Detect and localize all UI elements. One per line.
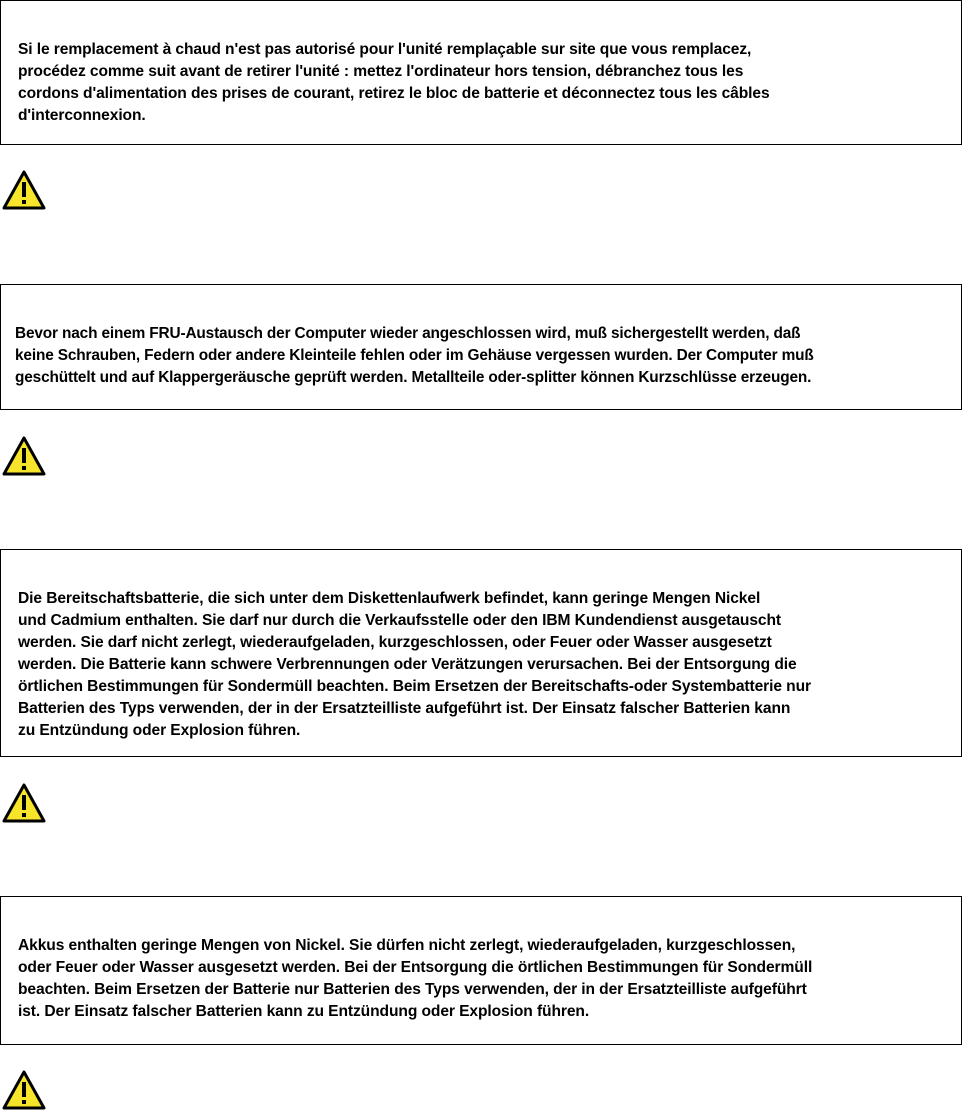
notice-line: Die Bereitschaftsbatterie, die sich unter dem Diskettenlaufwerk befindet, kann geringe Mengen Nickel	[18, 590, 761, 607]
notice-line: werden. Sie darf nicht zerlegt, wiederaufgeladen, kurzgeschlossen, oder Feuer oder Wasser ausgesetzt	[18, 634, 772, 651]
notice-line: Akkus enthalten geringe Mengen von Nickel. Sie dürfen nicht zerlegt, wiederaufgeladen, kurzgeschlossen,	[18, 937, 796, 954]
warning-triangle-icon	[2, 436, 46, 476]
warning-triangle-icon	[2, 170, 46, 210]
warning-triangle-icon	[2, 783, 46, 823]
notice-text	[15, 323, 957, 389]
notice-text	[18, 935, 957, 1023]
notice-line: Si le remplacement à chaud n'est pas autorisé pour l'unité remplaçable sur site que vous remplacez,	[18, 41, 752, 58]
notice-line: örtlichen Bestimmungen für Sondermüll beachten. Beim Ersetzen der Bereitschafts-oder Systembatterie nur	[18, 678, 811, 695]
notice-box-fru-check-de	[0, 284, 962, 410]
notice-line: keine Schrauben, Federn oder andere Kleinteile fehlen oder im Gehäuse vergessen wurden. Der Computer muß	[15, 347, 814, 364]
notice-line: d'interconnexion.	[18, 107, 146, 124]
notice-box-rechargeable-battery-de	[0, 896, 962, 1045]
notice-line: Bevor nach einem FRU-Austausch der Computer wieder angeschlossen wird, muß sichergestellt werden, daß	[15, 325, 801, 342]
notice-line: beachten. Beim Ersetzen der Batterie nur Batterien des Typs verwenden, der in der Ersatzteilliste aufgeführt	[18, 981, 807, 998]
notice-box-hot-swap-fr	[0, 0, 962, 145]
notice-text	[18, 588, 957, 742]
notice-line: zu Entzündung oder Explosion führen.	[18, 722, 301, 739]
notice-line: geschüttelt und auf Klappergeräusche geprüft werden. Metallteile oder-splitter können Kurzschlüsse erzeugen.	[15, 369, 812, 386]
notice-line: ist. Der Einsatz falscher Batterien kann zu Entzündung oder Explosion führen.	[18, 1003, 590, 1020]
warning-triangle-icon	[2, 1070, 46, 1110]
notice-line: Batterien des Typs verwenden, der in der Ersatzteilliste aufgeführt ist. Der Einsatz falscher Batterien kann	[18, 700, 791, 717]
notice-line: werden. Die Batterie kann schwere Verbrennungen oder Verätzungen verursachen. Bei der Entsorgung die	[18, 656, 797, 673]
notice-text	[18, 39, 957, 127]
notice-line: oder Feuer oder Wasser ausgesetzt werden. Bei der Entsorgung die örtlichen Bestimmungen für Sondermüll	[18, 959, 813, 976]
notice-line: cordons d'alimentation des prises de courant, retirez le bloc de batterie et déconnectez tous les câbles	[18, 85, 770, 102]
notice-box-standby-battery-de	[0, 549, 962, 757]
notice-line: procédez comme suit avant de retirer l'unité : mettez l'ordinateur hors tension, débranchez tous les	[18, 63, 744, 80]
notice-line: und Cadmium enthalten. Sie darf nur durch die Verkaufsstelle oder den IBM Kundendienst ausgetauscht	[18, 612, 781, 629]
